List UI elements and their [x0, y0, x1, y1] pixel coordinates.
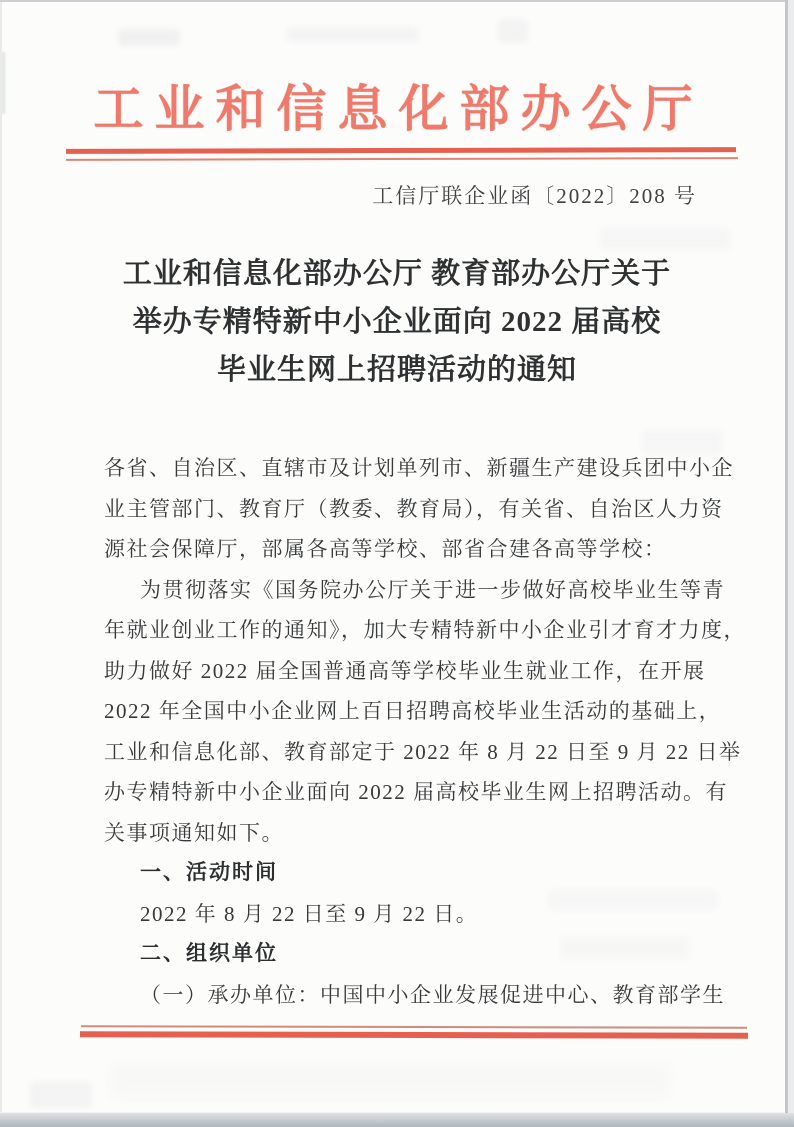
page-edge-right-line	[785, 0, 788, 1127]
footer-rule-thick	[80, 1031, 748, 1038]
body-line: 各省、自治区、直辖市及计划单列市、新疆生产建设兵团中小企	[104, 456, 734, 480]
body-line: 助力做好 2022 届全国普通高等学校毕业生就业工作，在开展	[104, 658, 706, 683]
document-title-line-3: 毕业生网上招聘活动的通知	[216, 354, 577, 386]
document-title-line-2: 举办专精特新中小企业面向 2022 届高校	[132, 306, 662, 338]
body-line: 为贯彻落实《国务院办公厅关于进一步做好高校毕业生等青	[140, 577, 725, 602]
scan-artifact	[600, 228, 730, 250]
footer-rule-thin	[81, 1025, 747, 1028]
document-page	[0, 2, 786, 1112]
body-line: 工业和信息化部、教育部定于 2022 年 8 月 22 日至 9 月 22 日举	[104, 739, 742, 764]
body-line: 业主管部门、教育厅（教委、教育局），有关省、自治区人力资	[104, 496, 724, 521]
body-line: 2022 年全国中小企业网上百日招聘高校毕业生活动的基础上，	[104, 699, 722, 723]
page-edge-right	[788, 0, 794, 1127]
body-line: 关事项通知如下。	[104, 820, 284, 845]
document-number: 工信厅联企业函〔2022〕208 号	[372, 184, 697, 208]
scan-artifact	[287, 27, 419, 42]
body-line: 源社会保障厅，部属各高等学校、部省合建各高等学校：	[104, 537, 667, 561]
scan-artifact	[110, 1064, 670, 1098]
body-line: 办专精特新中小企业面向 2022 届高校毕业生网上招聘活动。有	[104, 780, 728, 804]
document-body	[104, 448, 746, 1015]
body-line: 2022 年 8 月 22 日至 9 月 22 日。	[140, 901, 479, 926]
scan-artifact	[498, 19, 528, 43]
document-title-line-1: 工业和信息化部办公厅 教育部办公厅关于	[122, 258, 672, 290]
document-title	[40, 250, 754, 394]
masthead-title: 工业和信息化部办公厅	[93, 81, 704, 137]
scan-artifact	[642, 430, 722, 454]
scan-artifact	[118, 29, 180, 46]
scan-artifact	[560, 937, 690, 959]
body-line: 年就业创业工作的通知》，加大专精特新中小企业引才育才力度，	[104, 618, 746, 642]
scan-artifact	[548, 890, 718, 910]
page-edge-left	[0, 2, 2, 1112]
header-rule-thick	[66, 147, 736, 154]
header-rule-thin	[66, 157, 738, 161]
section-heading: 一、活动时间	[140, 861, 278, 884]
scan-artifact	[2, 52, 5, 114]
scan-artifact	[30, 1082, 92, 1108]
page-edge-top	[0, 0, 794, 2]
body-line: （一）承办单位：中国中小企业发展促进中心、教育部学生	[140, 982, 725, 1007]
page-edge-bottom	[0, 1113, 794, 1127]
section-heading: 二、组织单位	[140, 942, 278, 965]
